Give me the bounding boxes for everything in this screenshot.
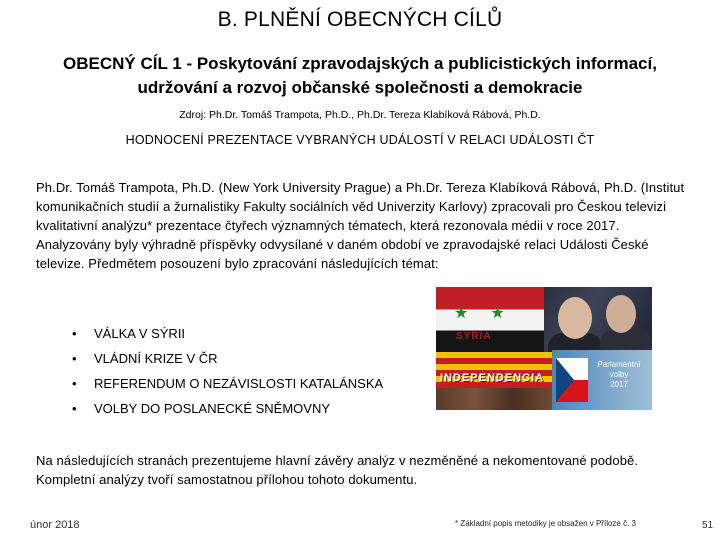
page-title: B. PLNĚNÍ OBECNÝCH CÍLŮ (217, 8, 503, 31)
catalonia-referendum-image (436, 352, 552, 410)
topic-label: VLÁDNÍ KRIZE V ČR (94, 351, 218, 366)
topic-label: VÁLKA V SÝRII (94, 326, 186, 341)
election-text-line: 2017 (610, 380, 628, 389)
election-text-line: volby (609, 370, 629, 379)
list-item (72, 399, 383, 424)
topic-list (72, 324, 383, 424)
topic-label: VOLBY DO POSLANECKÉ SNĚMOVNY (94, 401, 330, 416)
footer-footnote: * Základní popis metodiky je obsažen v Příloze č. 3 (455, 519, 636, 528)
goal-line-2: udržování a rozvoj občanské společnosti a demokracie (137, 78, 583, 97)
section-heading: HODNOCENÍ PREZENTACE VYBRANÝCH UDÁLOSTÍ V RELACI UDÁLOSTI ČT (125, 133, 595, 147)
syria-war-image (436, 287, 544, 353)
source-line: Zdroj: Ph.Dr. Tomáš Trampota, Ph.D., Ph.Dr. Tereza Klabíková Rábová, Ph.D. (179, 109, 541, 121)
goal-line-1: OBECNÝ CÍL 1 - Poskytování zpravodajských a publicistických informací, (63, 54, 657, 73)
bullet: • (72, 376, 77, 391)
elections-image-text (588, 360, 650, 390)
bullet: • (72, 401, 77, 416)
page-number: 51 (702, 520, 714, 531)
catalonia-image-text: INDEPENDENCIA (440, 372, 545, 384)
flag-stars: ★★ (454, 305, 527, 322)
crowd (436, 388, 552, 410)
intro-paragraph: Ph.Dr. Tomáš Trampota, Ph.D. (New York University Prague) a Ph.Dr. Tereza Klabíková Rábová, Ph.D. (Institut komunikačních studií a žurnalistiky Fakulty sociálních věd Univerzity Karlovy) zpracovali pro Českou televizi kvalitativní analýzu* prezentace čtyřech významných tématech, která rezonovala médii v roce 2017. Analyzovány byly výhradně příspěvky odvysílané v daném období ve zpravodajské relaci Události České televize. Předmětem posouzení bylo zpracování následujících témat: (36, 180, 685, 271)
topic-label: REFERENDUM O NEZÁVISLOSTI KATALÁNSKA (94, 376, 384, 391)
footer-date: únor 2018 (30, 519, 80, 531)
government-crisis-image (544, 287, 652, 353)
elections-image (552, 350, 652, 410)
syria-image-text: SYRIA (456, 331, 492, 342)
bullet: • (72, 326, 77, 341)
czech-flag-icon (556, 358, 588, 402)
list-item (72, 349, 383, 374)
list-item (72, 324, 383, 349)
bullet: • (72, 351, 77, 366)
figure-head (606, 295, 636, 333)
list-item (72, 374, 383, 399)
figure-head (558, 297, 592, 339)
closing-paragraph: Na následujících stranách prezentujeme hlavní závěry analýz v nezměněné a nekomentované podobě. Kompletní analýzy tvoří samostatnou přílohou tohoto dokumentu. (36, 453, 639, 487)
election-text-line: Parlamentní (597, 360, 641, 369)
general-goal-heading (30, 52, 690, 100)
